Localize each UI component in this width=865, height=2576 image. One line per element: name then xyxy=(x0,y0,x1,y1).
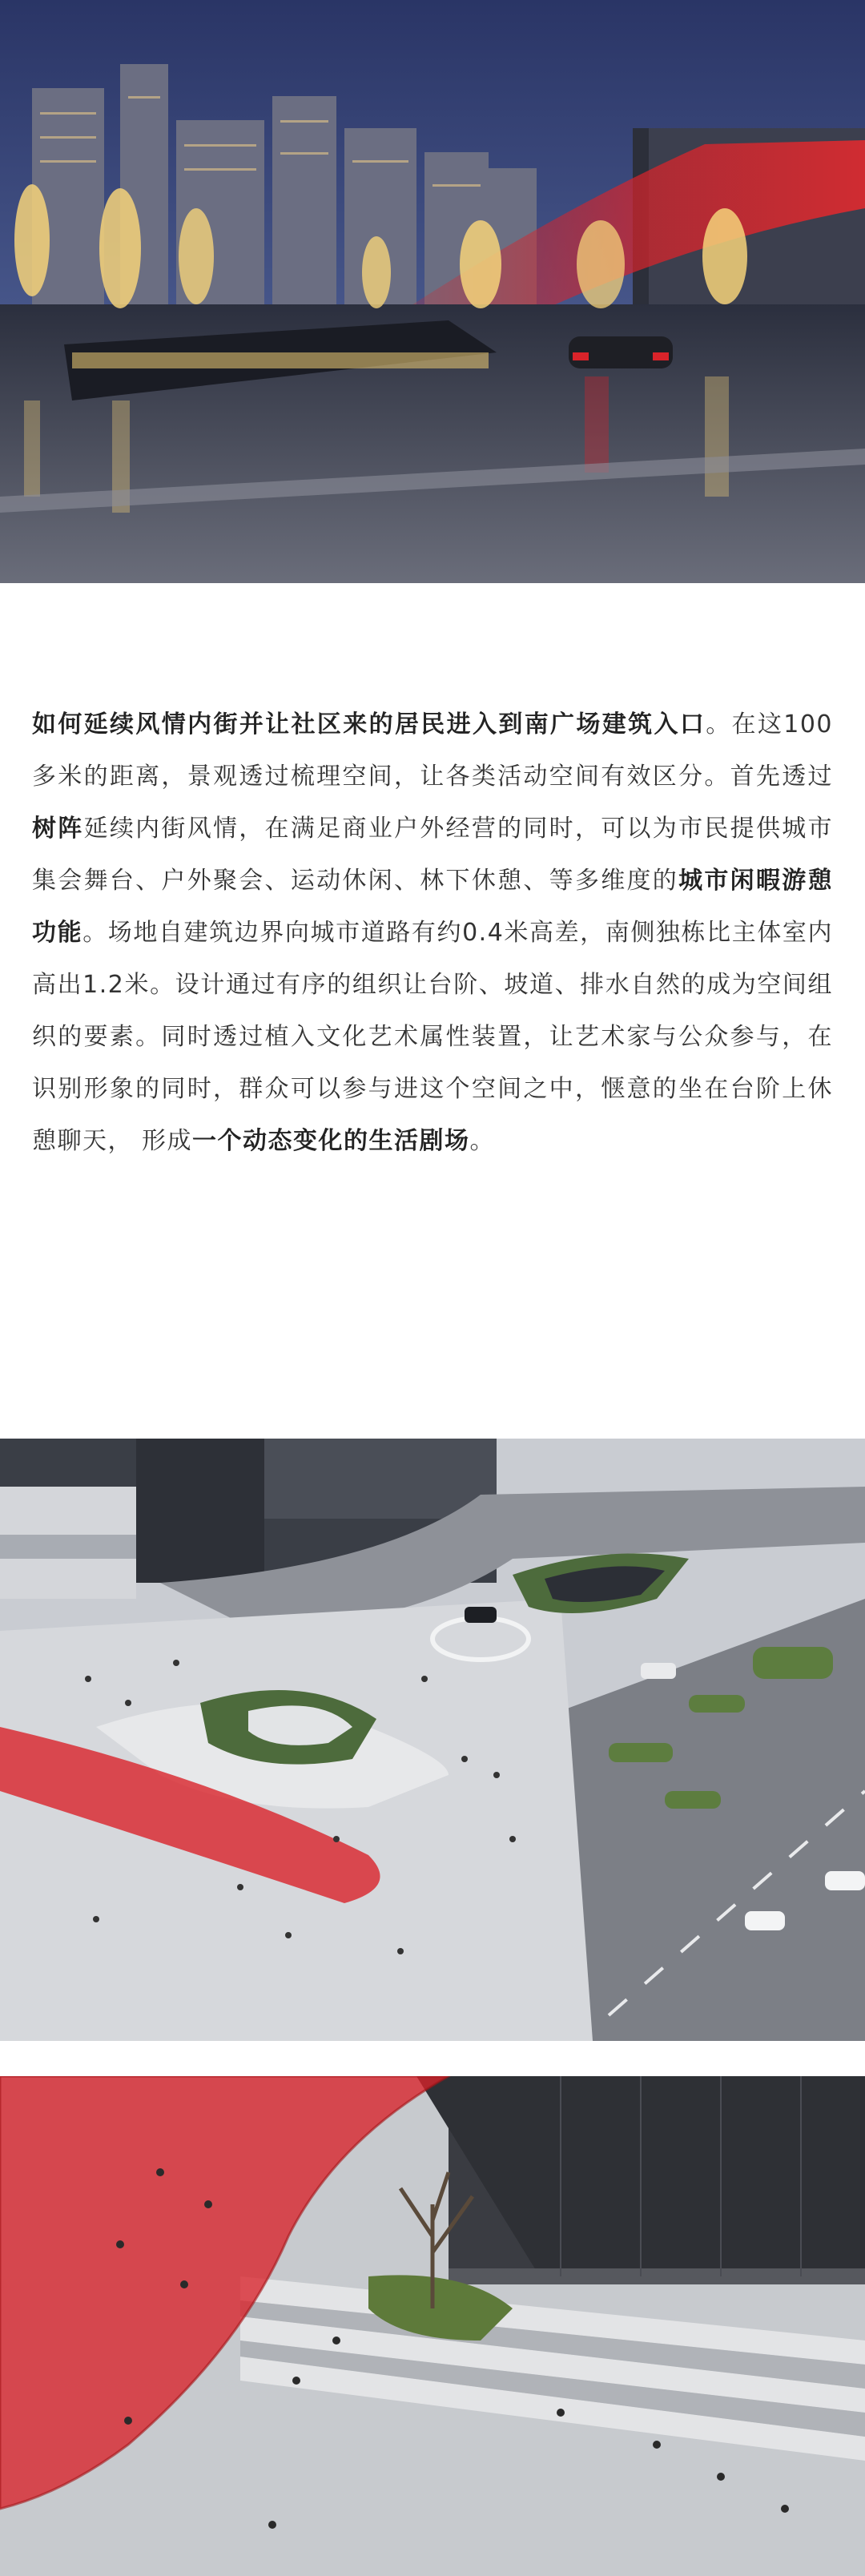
article-highlight-theatre: 一个动态变化的生活剧场 xyxy=(192,1127,470,1155)
article-text: 。场地自建筑边界向城市道路有约0.4米高差，南侧独栋比主体室内高出1.2米。设计通过有序的组织让台阶、坡道、排水自然的成为空间组织的要素。同时透过植入文化艺术属性装置，让艺术家与公众参与，在识别形象的同时，群众可以参与进这个空间之中，惬意的坐在台阶上休憩聊天， 形成 xyxy=(32,919,833,1155)
article-highlight-trees: 树阵 xyxy=(32,815,84,843)
article-text: 。在这100多米的距离，景观透过梳理空间，让各类活动空间有效区分。首先透过 xyxy=(32,710,834,791)
aerial-plaza-photo xyxy=(0,1439,865,2041)
article-highlight-leisure: 城市闲暇游憩功能 xyxy=(32,867,834,947)
art-installation-illustration xyxy=(0,2076,865,2576)
night-plaza-photo xyxy=(0,0,865,583)
night-plaza-illustration xyxy=(0,0,865,583)
article-paragraph xyxy=(32,698,833,1167)
art-installation-photo xyxy=(0,2076,865,2576)
aerial-plaza-illustration xyxy=(0,1439,865,2041)
article-text: 延续内街风情，在满足商业户外经营的同时，可以为市民提供城市集会舞台、户外聚会、运动休闲、林下休憩、等多维度的 xyxy=(32,815,834,895)
article-text: 。 xyxy=(469,1127,496,1155)
article-lead: 如何延续风情内街并让社区来的居民进入到南广场建筑入口 xyxy=(32,710,706,739)
